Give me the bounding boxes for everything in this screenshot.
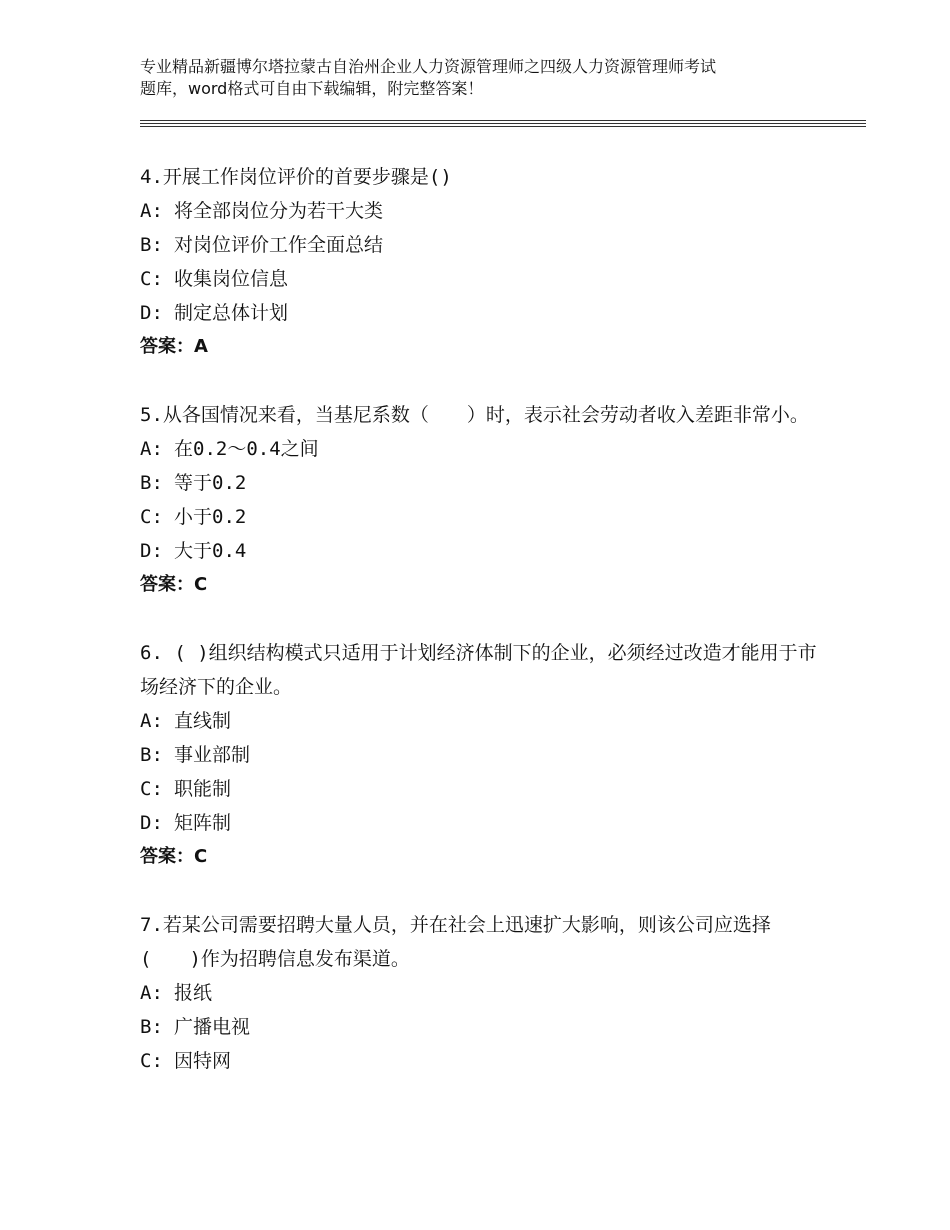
option-d (140, 296, 820, 330)
option-c (140, 500, 820, 534)
option-text: 矩阵制 (174, 812, 232, 834)
option-letter: C: (140, 506, 163, 528)
question-stem: 7.若某公司需要招聘大量人员，并在社会上迅速扩大影响，则该公司应选择( )作为招聘信息发布渠道。 (140, 914, 771, 970)
answer-label: 答案：A (140, 336, 208, 357)
document-header (140, 56, 830, 100)
option-a (140, 704, 820, 738)
option-text: 制定总体计划 (174, 302, 289, 324)
header-rule (140, 126, 866, 127)
question-stem: 6. ( )组织结构模式只适用于计划经济体制下的企业，必须经过改造才能用于市场经济下的企业。 (140, 642, 817, 698)
header-rule (140, 123, 866, 124)
option-letter: B: (140, 234, 163, 256)
option-letter: C: (140, 778, 163, 800)
option-text: 等于0.2 (174, 472, 247, 494)
question-4 (140, 160, 820, 364)
option-text: 报纸 (174, 982, 213, 1004)
option-b (140, 228, 820, 262)
header-line-1: 专业精品新疆博尔塔拉蒙古自治州企业人力资源管理师之四级人力资源管理师考试 (140, 57, 717, 76)
header-line-2: 题库，word格式可自由下载编辑，附完整答案！ (140, 79, 484, 98)
option-b (140, 1010, 820, 1044)
option-b (140, 738, 820, 772)
option-d (140, 806, 820, 840)
option-text: 在0.2～0.4之间 (174, 438, 319, 460)
answer-label: 答案：C (140, 574, 208, 595)
option-a (140, 194, 820, 228)
option-text: 收集岗位信息 (174, 268, 289, 290)
option-text: 广播电视 (174, 1016, 251, 1038)
option-letter: A: (140, 200, 163, 222)
option-letter: A: (140, 982, 163, 1004)
option-letter: B: (140, 744, 163, 766)
option-c (140, 262, 820, 296)
option-text: 事业部制 (174, 744, 251, 766)
option-letter: D: (140, 302, 163, 324)
question-6 (140, 636, 820, 874)
question-5 (140, 398, 820, 602)
question-stem: 4.开展工作岗位评价的首要步骤是() (140, 166, 452, 188)
option-a (140, 432, 820, 466)
answer-label: 答案：C (140, 846, 208, 867)
option-letter: C: (140, 1050, 163, 1072)
option-letter: A: (140, 438, 163, 460)
option-letter: D: (140, 812, 163, 834)
option-text: 将全部岗位分为若干大类 (174, 200, 384, 222)
option-text: 职能制 (174, 778, 232, 800)
question-7 (140, 908, 820, 1078)
option-letter: A: (140, 710, 163, 732)
option-text: 大于0.4 (174, 540, 247, 562)
option-text: 小于0.2 (174, 506, 247, 528)
option-c (140, 772, 820, 806)
option-a (140, 976, 820, 1010)
option-c (140, 1044, 820, 1078)
question-stem: 5.从各国情况来看，当基尼系数（ ）时，表示社会劳动者收入差距非常小。 (140, 404, 809, 426)
option-b (140, 466, 820, 500)
option-letter: B: (140, 1016, 163, 1038)
option-text: 对岗位评价工作全面总结 (174, 234, 384, 256)
option-letter: B: (140, 472, 163, 494)
option-text: 因特网 (174, 1050, 232, 1072)
option-letter: C: (140, 268, 163, 290)
option-d (140, 534, 820, 568)
option-letter: D: (140, 540, 163, 562)
header-rule (140, 120, 866, 121)
question-list (140, 160, 820, 1112)
option-text: 直线制 (174, 710, 232, 732)
